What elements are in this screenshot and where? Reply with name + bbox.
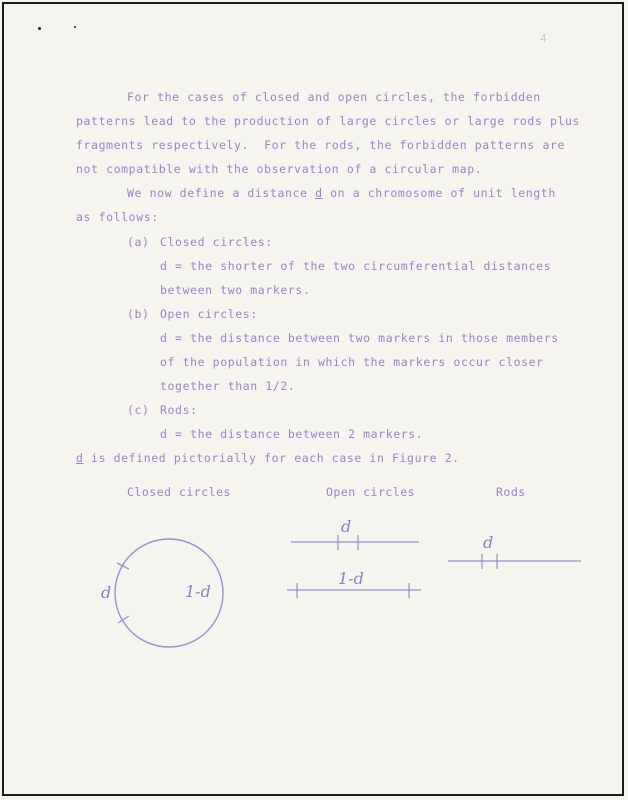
text-line: d = the distance between two markers in those members (160, 331, 559, 345)
text-fragment: on a chromosome of unit length (322, 186, 556, 200)
closed-complement-label: 1-d (185, 582, 211, 601)
variable-d: d (76, 451, 84, 465)
open-circle-diagram (287, 517, 421, 598)
closed-d-label: d (101, 583, 112, 602)
case-title: Closed circles: (160, 235, 273, 249)
rod-d-label: d (483, 533, 494, 552)
case-title: Open circles: (160, 307, 258, 321)
text-fragment: We now define a distance (127, 186, 316, 200)
text-fragment: is defined pictorially for each case in Figure 2. (83, 451, 460, 465)
text-line: of the population in which the markers occur closer (160, 355, 544, 369)
text-line: as follows: (76, 210, 159, 224)
open-complement-label: 1-d (338, 569, 364, 588)
text-line: d = the shorter of the two circumferential distances (160, 259, 552, 273)
text-line: fragments respectively. For the rods, the forbidden patterns are (76, 138, 566, 152)
caption-open-circles: Open circles (326, 485, 416, 499)
page-number: 4 (540, 32, 547, 45)
case-label: (b) (127, 307, 150, 321)
case-title: Rods: (160, 403, 198, 417)
text-line: d = the distance between 2 markers. (160, 427, 424, 441)
caption-rods: Rods (496, 485, 526, 499)
text-line: patterns lead to the production of large circles or large rods plus (76, 114, 581, 128)
variable-d: d (315, 186, 323, 200)
closed-circle-diagram (101, 539, 223, 647)
open-d-label: d (341, 517, 352, 536)
text-line: between two markers. (160, 283, 311, 297)
caption-closed-circles: Closed circles (127, 485, 231, 499)
rod-diagram (448, 533, 581, 569)
text-line: For the cases of closed and open circles, the forbidden (127, 90, 541, 104)
text-line: not compatible with the observation of a circular map. (76, 162, 483, 176)
case-label: (c) (127, 403, 150, 417)
case-label: (a) (127, 235, 150, 249)
text-line: together than 1/2. (160, 379, 296, 393)
